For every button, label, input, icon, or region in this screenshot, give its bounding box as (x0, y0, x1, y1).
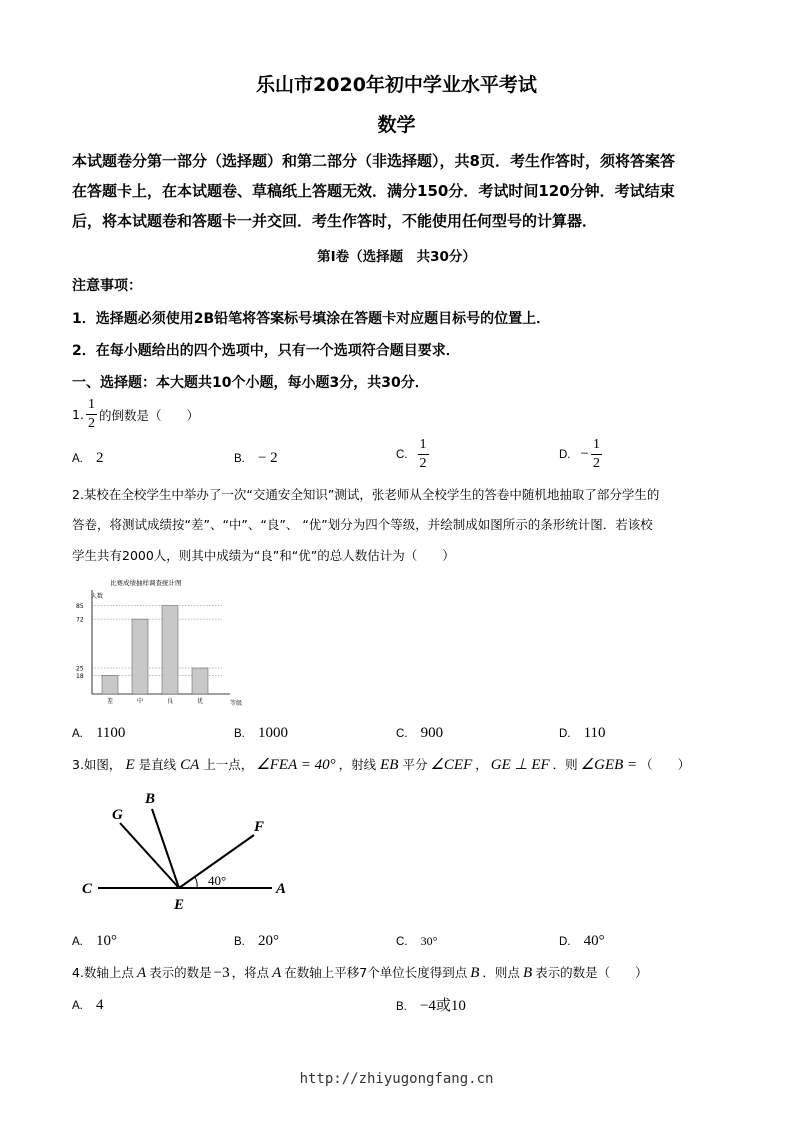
q1-option-b (234, 447, 278, 467)
q2-option-b (234, 722, 288, 742)
q3-text: 是直线 (138, 757, 177, 772)
bar-2 (132, 619, 148, 694)
option-letter: A. (72, 728, 83, 740)
q1-number: 1. (72, 407, 84, 422)
q3-number: 3.如图， (72, 757, 122, 772)
label-f: F (254, 819, 265, 835)
angle-arc (195, 877, 197, 888)
math-point-b: B (470, 965, 480, 981)
option-sign: − (580, 446, 589, 462)
chart-title: 比赛成绩抽样调查统计图 (110, 579, 182, 587)
option-value: 2 (95, 450, 104, 466)
q3-text: ．则 (552, 757, 578, 772)
option-value: 900 (420, 725, 444, 741)
option-value: −4或10 (419, 998, 466, 1014)
q2-option-d (559, 722, 606, 742)
math-point-a: A (272, 965, 282, 981)
math-angle-fea: ∠FEA = 40° (256, 757, 336, 773)
note-item-1: 1．选择题必须使用2B铅笔将答案标号填涂在答题卡对应题目标号的位置上． (72, 311, 551, 327)
note-item-2: 2．在每小题给出的四个选项中，只有一个选项符合题目要求． (72, 343, 460, 359)
frac-num: 1 (418, 438, 429, 455)
frac-den: 2 (419, 456, 427, 471)
question-4-stem (72, 963, 648, 982)
y-tick-label: 85 (76, 603, 84, 611)
option-value: 110 (583, 725, 606, 741)
x-tick-label: 中 (136, 698, 144, 705)
q4-text: ，将点 (231, 965, 270, 980)
option-value: 40° (583, 933, 605, 949)
option-letter: A. (72, 453, 83, 465)
q3-text: ， (475, 757, 488, 772)
option-letter: D. (559, 936, 571, 948)
bar-chart (72, 574, 252, 724)
q1-option-d (559, 438, 602, 471)
bar-4 (192, 668, 208, 694)
exam-title: 乐山市2020年初中学业水平考试 (256, 74, 537, 96)
q4-option-a (72, 994, 103, 1014)
math-perp: GE ⊥ EF (490, 757, 550, 773)
x-tick-label: 优 (196, 698, 204, 705)
option-letter: B. (396, 1001, 407, 1013)
intro-line-1: 本试题卷分第一部分（选择题）和第二部分（非选择题），共8页．考生作答时，须将答案答 (72, 152, 675, 170)
q4-text: 4.数轴上点 (72, 965, 134, 980)
q3-option-a (72, 930, 117, 950)
label-g: G (112, 807, 123, 823)
q1-option-c (396, 438, 429, 471)
option-letter: C. (396, 728, 408, 740)
math-angle-geb: ∠GEB = (580, 757, 638, 773)
q2-line-3: 学生共有2000人，则其中成绩为“良”和“优”的总人数估计为（ ） (72, 548, 455, 563)
frac-den: 2 (592, 456, 600, 471)
q1-frac-num: 1 (86, 398, 97, 415)
q2-option-a (72, 722, 125, 742)
q4-text: 在数轴上平移7个单位长度得到点 (284, 965, 468, 980)
q3-option-b (234, 930, 279, 950)
option-letter: A. (72, 936, 83, 948)
label-b: B (145, 791, 156, 807)
intro-line-2: 在答题卡上，在本试题卷、草稿纸上答题无效．满分150分．考试时间120分钟．考试结束 (72, 182, 675, 200)
option-value: 20° (257, 933, 279, 949)
chart-xlabel: 等级 (230, 700, 243, 707)
y-tick-label: 25 (76, 665, 84, 673)
part1-title: 第Ⅰ卷（选择题 共30分） (317, 249, 476, 265)
option-value: 4 (95, 997, 104, 1013)
q1-text: 的倒数是（ ） (98, 407, 199, 423)
frac-num: 1 (591, 438, 602, 455)
ray-eg (120, 823, 179, 888)
q1-frac-den: 2 (87, 416, 95, 431)
option-letter: A. (72, 1000, 83, 1012)
option-letter: B. (234, 936, 245, 948)
q2-option-c (396, 722, 443, 742)
option-value: 1000 (257, 725, 288, 741)
intro-line-3: 后，将本试题卷和答题卡一并交回．考生作答时，不能使用任何型号的计算器． (72, 212, 598, 230)
option-letter: D. (559, 448, 571, 461)
x-tick-label: 良 (166, 698, 174, 705)
option-value: 10° (95, 933, 117, 949)
option-fraction (591, 438, 602, 471)
math-eb: EB (380, 757, 399, 773)
notes-heading: 注意事项： (72, 278, 142, 294)
option-letter: C. (396, 448, 408, 461)
x-tick-label: 差 (106, 698, 114, 705)
question-3-stem (72, 755, 690, 774)
bar-3 (162, 606, 178, 694)
angle-label: 40° (208, 873, 227, 888)
q3-text: （ ） (640, 757, 691, 772)
q3-text: 上一点， (203, 757, 254, 772)
option-letter: D. (559, 728, 571, 740)
q3-text: 平分 (402, 757, 428, 772)
subject-title: 数学 (377, 114, 416, 136)
footer-url: http://zhiyugongfang.cn (299, 1071, 494, 1087)
geometry-figure (72, 785, 302, 915)
math-angle-cef: ∠CEF (430, 757, 473, 773)
label-a: A (276, 881, 287, 897)
option-value: 1100 (95, 725, 126, 741)
q1-fraction (86, 398, 97, 431)
chart-ylabel: 人数 (91, 593, 104, 600)
option-value: 30° (420, 934, 438, 948)
section-heading: 一、选择题：本大题共10个小题，每小题3分，共30分． (72, 375, 429, 391)
label-c: C (82, 881, 93, 897)
y-tick-label: 18 (76, 672, 84, 680)
q1-option-a (72, 447, 103, 467)
q4-text: 表示的数是（ ） (535, 965, 648, 980)
math-value: −3 (213, 965, 230, 981)
math-ca: CA (180, 757, 200, 773)
y-tick-label: 72 (76, 616, 84, 624)
q4-option-b (396, 994, 466, 1015)
q3-option-d (559, 930, 605, 950)
option-fraction (418, 438, 429, 471)
q3-option-c (396, 930, 437, 949)
math-point-a: A (136, 965, 147, 981)
math-point-b: B (522, 965, 533, 981)
q2-line-1: 2.某校在全校学生中举办了一次“交通安全知识”测试，张老师从全校学生的答卷中随机地抽取了部分学生的 (72, 487, 660, 502)
math-e: E (125, 757, 135, 773)
label-e: E (174, 897, 185, 913)
q4-text: 表示的数是 (149, 965, 212, 980)
option-letter: B. (234, 728, 245, 740)
bar-1 (102, 675, 118, 694)
q3-text: ，射线 (338, 757, 377, 772)
q4-text: ．则点 (482, 965, 520, 980)
question-1 (72, 398, 199, 431)
option-letter: B. (234, 453, 245, 465)
option-letter: C. (396, 936, 408, 948)
q2-line-2: 答卷，将测试成绩按“差”、“中”、“良”、 “优”划分为四个等级，并绘制成如图所示的条形统计图．若该校 (72, 517, 653, 532)
ray-eb (152, 809, 179, 888)
option-value: − 2 (257, 450, 278, 466)
